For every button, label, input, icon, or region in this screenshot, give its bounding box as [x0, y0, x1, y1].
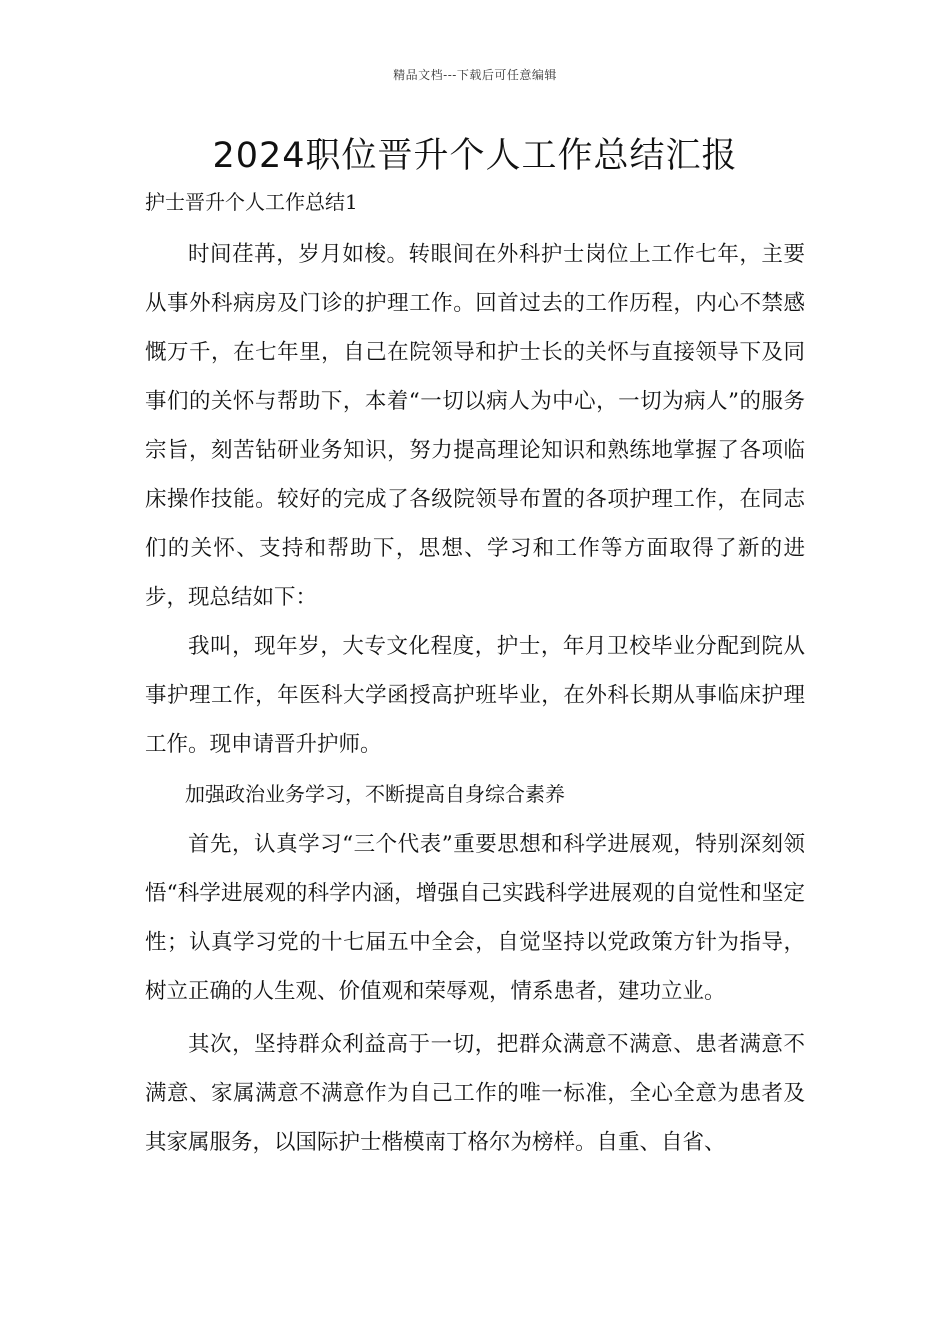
- document-title: 2024职位晋升个人工作总结汇报: [212, 136, 738, 176]
- section-heading: 护士晋升个人工作总结1: [145, 190, 358, 214]
- paragraph-first-point: 首先，认真学习“三个代表”重要思想和科学进展观，特别深刻领悟“科学进展观的科学内涵，增强自己实践科学进展观的自觉性和坚定性；认真学习党的十七届五中全会，自觉坚持以党政策方针为指导，树立正确的人生观、价值观和荣辱观，情系患者，建功立业。: [145, 832, 805, 1004]
- body-text: [145, 230, 805, 1167]
- paragraph-second-point: 其次，坚持群众利益高于一切，把群众满意不满意、患者满意不满意、家属满意不满意作为自己工作的唯一标准，全心全意为患者及其家属服务，以国际护士楷模南丁格尔为榜样。自重、自省、: [145, 1032, 805, 1155]
- paragraph-personal-info: 我叫，现年岁，大专文化程度，护士，年月卫校毕业分配到院从事护理工作，年医科大学函授高护班毕业，在外科长期从事临床护理工作。现申请晋升护师。: [145, 634, 805, 757]
- header-note: 精品文档---下载后可任意编辑: [393, 68, 557, 82]
- paragraph-intro: 时间荏苒，岁月如梭。转眼间在外科护士岗位上工作七年，主要从事外科病房及门诊的护理工作。回首过去的工作历程，内心不禁感慨万千，在七年里，自己在院领导和护士长的关怀与直接领导下及同事们的关怀与帮助下，本着“一切以病人为中心，一切为病人”的服务宗旨，刻苦钻研业务知识，努力提高理论知识和熟练地掌握了各项临床操作技能。较好的完成了各级院领导布置的各项护理工作，在同志们的关怀、支持和帮助下，思想、学习和工作等方面取得了新的进步，现总结如下：: [145, 242, 805, 610]
- paragraph-subheading: 加强政治业务学习，不断提高自身综合素养: [185, 782, 565, 806]
